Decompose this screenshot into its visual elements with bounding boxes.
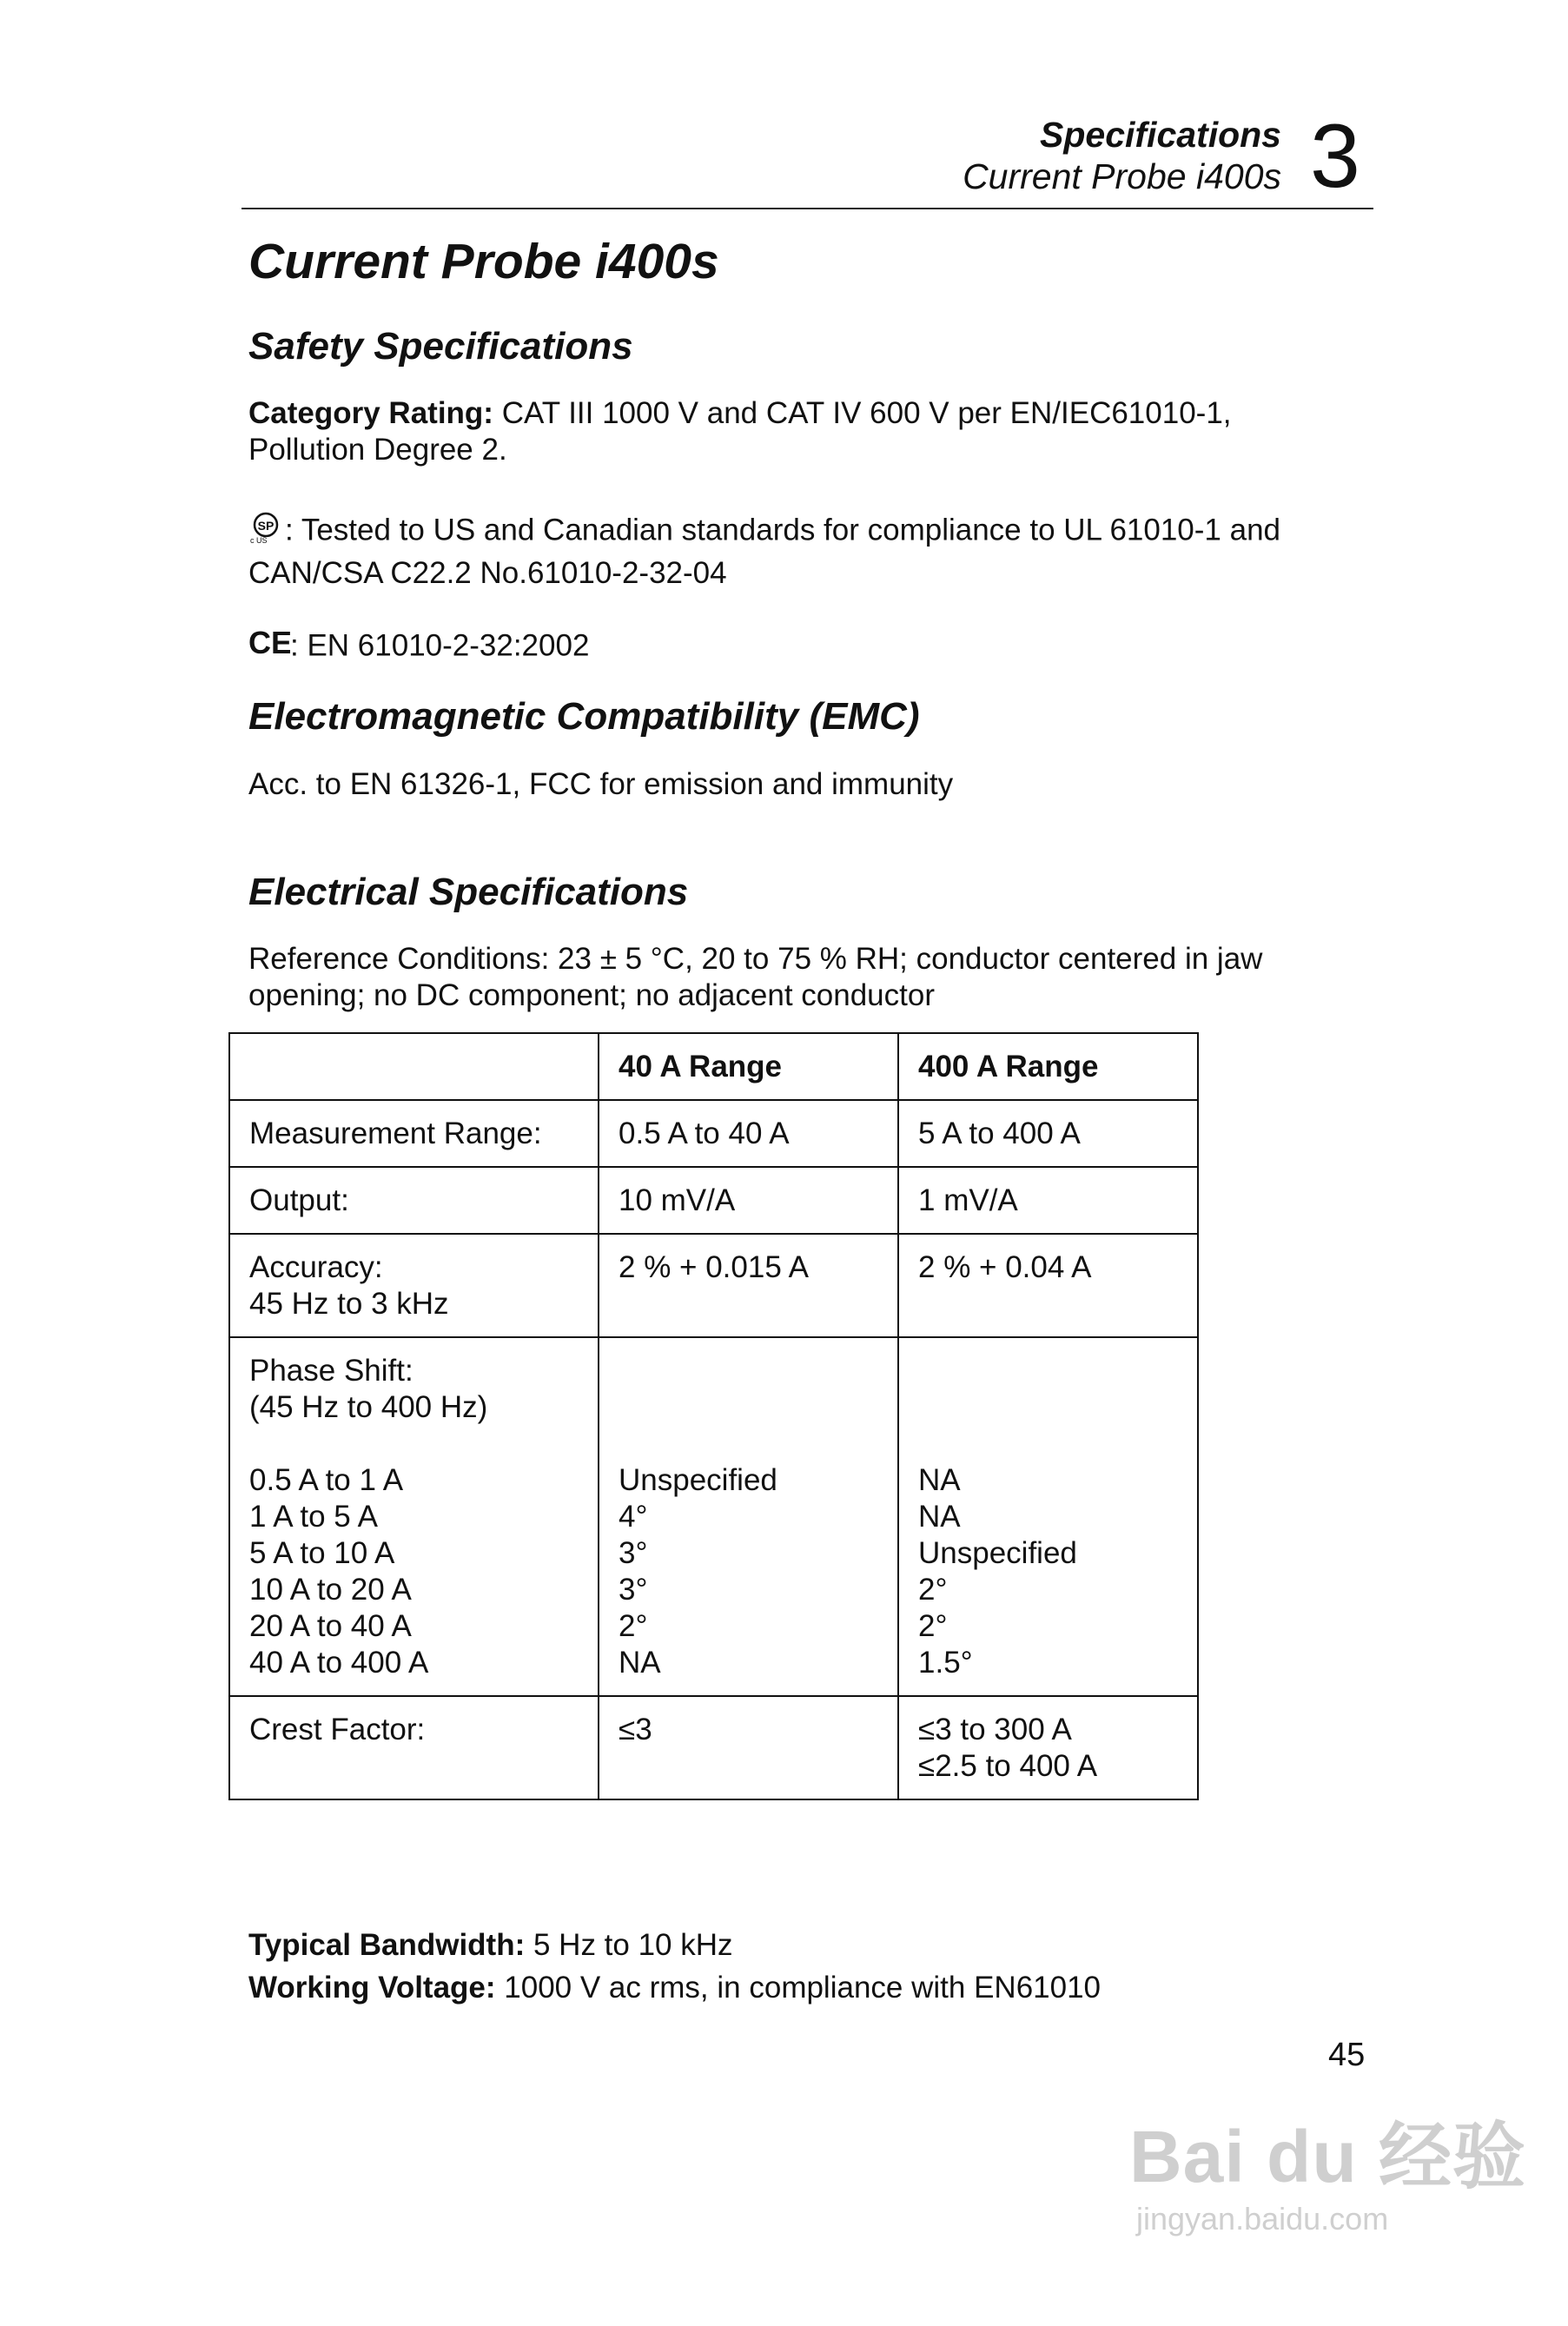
table-cell: 2 % + 0.015 A bbox=[599, 1234, 898, 1337]
reference-conditions-2: opening; no DC component; no adjacent conductor bbox=[248, 978, 935, 1012]
typical-bandwidth bbox=[248, 1927, 733, 1964]
table-cell: NA NA Unspecified 2° 2° 1.5° bbox=[898, 1337, 1198, 1696]
table-cell: Accuracy: 45 Hz to 3 kHz bbox=[229, 1234, 599, 1337]
category-rating-label: Category Rating: bbox=[248, 396, 493, 430]
bandwidth-value: 5 Hz to 10 kHz bbox=[533, 1928, 733, 1962]
voltage-value: 1000 V ac rms, in compliance with EN61010 bbox=[504, 1971, 1102, 2005]
running-header-title: Specifications bbox=[1040, 115, 1281, 155]
category-rating bbox=[248, 395, 1232, 432]
table-cell: ≤3 to 300 A ≤2.5 to 400 A bbox=[898, 1696, 1198, 1799]
table-cell: Phase Shift: (45 Hz to 400 Hz) 0.5 A to 1 A 1 A to 5 A 5 A to 10 A 10 A to 20 A 20 A to 40 A 40 A to 400 A bbox=[229, 1337, 599, 1696]
table-header-cell: 40 A Range bbox=[599, 1033, 898, 1100]
watermark-url: jingyan.baidu.com bbox=[1136, 2201, 1389, 2237]
table-row bbox=[229, 1100, 1198, 1167]
working-voltage bbox=[248, 1970, 1101, 2006]
page-title: Current Probe i400s bbox=[248, 234, 719, 289]
safety-heading: Safety Specifications bbox=[248, 325, 633, 368]
table-cell: 1 mV/A bbox=[898, 1167, 1198, 1234]
table-cell: ≤3 bbox=[599, 1696, 898, 1799]
emc-heading: Electromagnetic Compatibility (EMC) bbox=[248, 695, 920, 738]
table-row bbox=[229, 1337, 1198, 1696]
table-header-row bbox=[229, 1033, 1198, 1100]
table-cell: 0.5 A to 40 A bbox=[599, 1100, 898, 1167]
csa-text: : Tested to US and Canadian standards for compliance to UL 61010-1 and bbox=[285, 513, 1281, 547]
csa-certification-mark-icon bbox=[248, 511, 285, 553]
watermark bbox=[1129, 2116, 1527, 2237]
ce-line bbox=[248, 627, 589, 667]
table-header-cell bbox=[229, 1033, 599, 1100]
svg-text:SP: SP bbox=[257, 519, 275, 533]
chapter-number: 3 bbox=[1310, 106, 1360, 207]
bandwidth-label: Typical Bandwidth: bbox=[248, 1928, 526, 1962]
page-number: 45 bbox=[1328, 2037, 1366, 2073]
table-cell: Unspecified 4° 3° 3° 2° NA bbox=[599, 1337, 898, 1696]
reference-conditions: Reference Conditions: 23 ± 5 °C, 20 to 75 % RH; conductor centered in jaw bbox=[248, 942, 1263, 976]
table-row bbox=[229, 1234, 1198, 1337]
category-rating-text-2: Pollution Degree 2. bbox=[248, 433, 507, 467]
electrical-heading: Electrical Specifications bbox=[248, 871, 689, 913]
ce-text: : EN 61010-2-32:2002 bbox=[290, 628, 590, 663]
csa-line bbox=[248, 511, 1280, 553]
table-header-cell: 400 A Range bbox=[898, 1033, 1198, 1100]
table-cell: Crest Factor: bbox=[229, 1696, 599, 1799]
table-cell: Measurement Range: bbox=[229, 1100, 599, 1167]
table-cell: Output: bbox=[229, 1167, 599, 1234]
emc-text: Acc. to EN 61326-1, FCC for emission and immunity bbox=[248, 767, 954, 801]
table-row bbox=[229, 1696, 1198, 1799]
csa-text-2: CAN/CSA C22.2 No.61010-2-32-04 bbox=[248, 556, 727, 590]
category-rating-text: CAT III 1000 V and CAT IV 600 V per EN/IEC61010-1, bbox=[501, 396, 1232, 430]
table-cell: 5 A to 400 A bbox=[898, 1100, 1198, 1167]
table-cell: 10 mV/A bbox=[599, 1167, 898, 1234]
header-divider bbox=[241, 208, 1373, 209]
csa-mark-text: c US bbox=[250, 536, 268, 544]
running-header-subtitle: Current Probe i400s bbox=[963, 156, 1281, 196]
table-row bbox=[229, 1167, 1198, 1234]
electrical-spec-table bbox=[228, 1032, 1199, 1800]
voltage-label: Working Voltage: bbox=[248, 1971, 496, 2005]
ce-mark-icon bbox=[248, 627, 290, 667]
table-cell: 2 % + 0.04 A bbox=[898, 1234, 1198, 1337]
watermark-logo: Bai du 经验 bbox=[1129, 2116, 1527, 2197]
ce-mark-text: CE bbox=[248, 627, 290, 659]
